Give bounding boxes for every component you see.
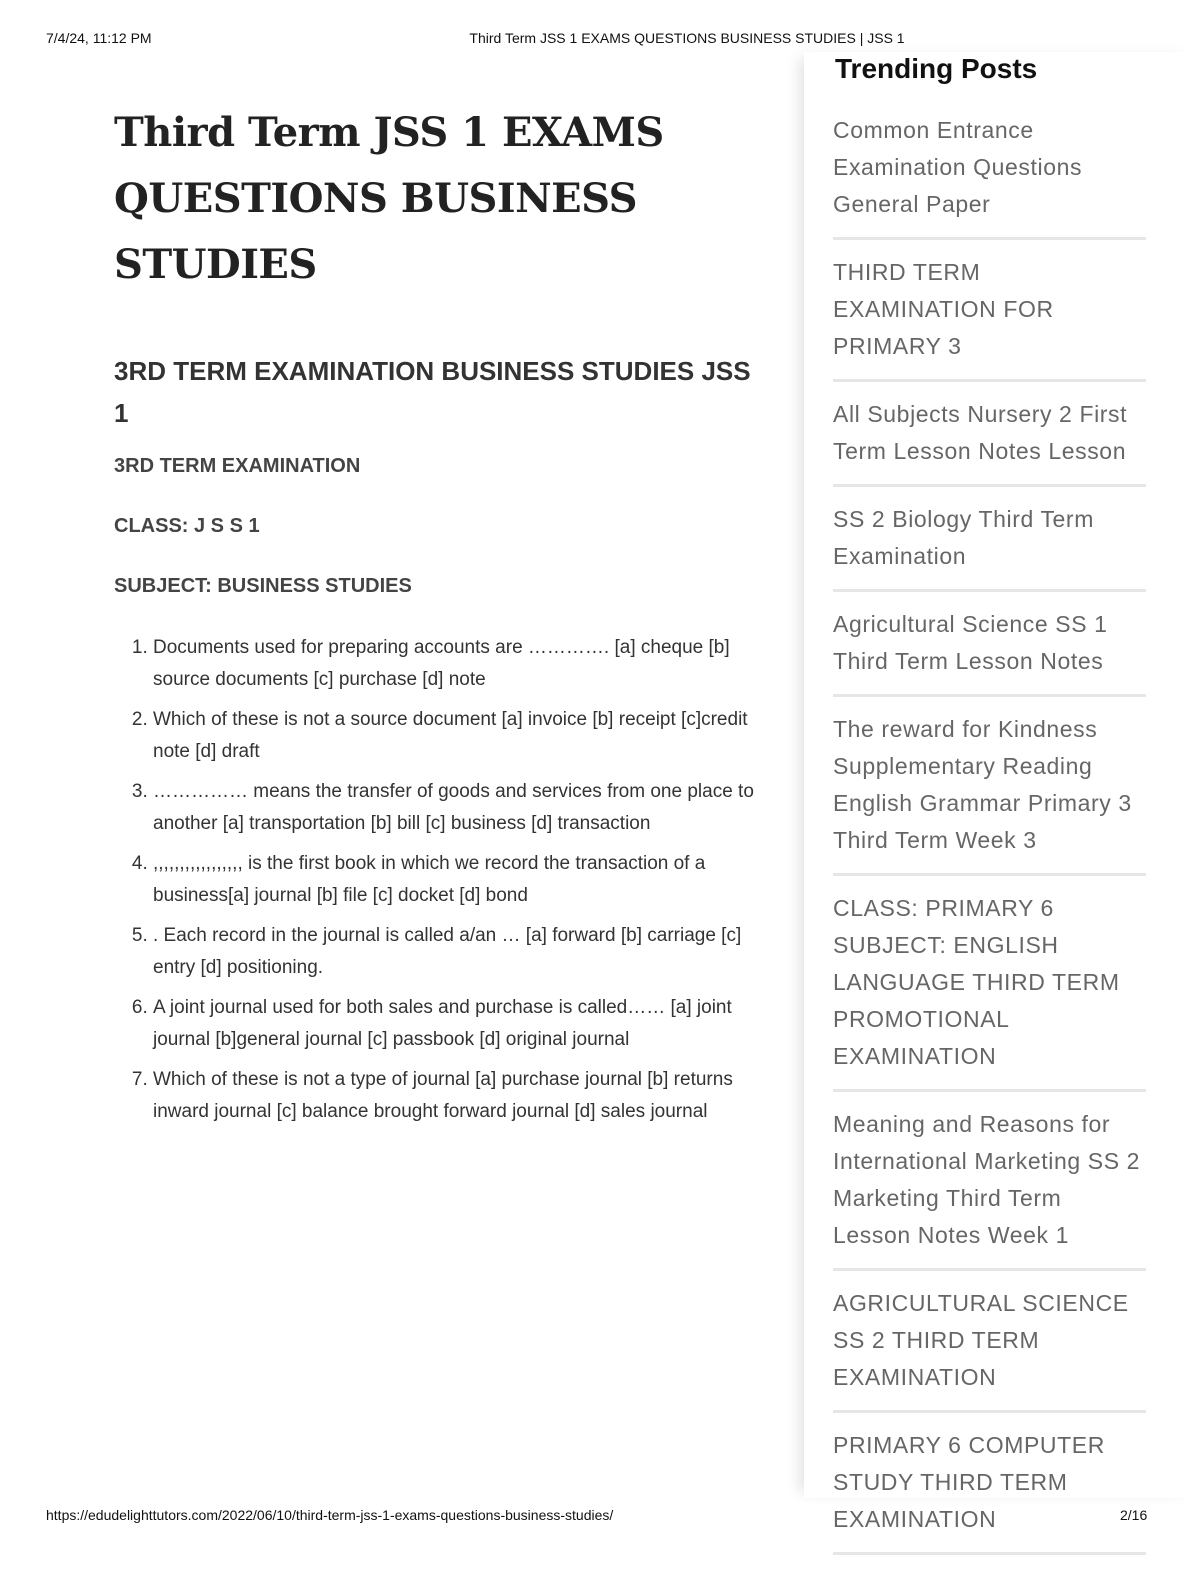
- trending-item: [833, 1106, 1146, 1271]
- trending-item: [833, 890, 1146, 1092]
- post-title: Third Term JSS 1 EXAMS QUESTIONS BUSINESS STUDIES: [114, 109, 664, 288]
- trending-item: [833, 1427, 1146, 1555]
- question-item: 3. …………… means the transfer of goods and services from one place to another [a] transportation [b] bill [c] business [d] transaction: [153, 776, 754, 840]
- question-item: 5. . Each record in the journal is called a/an … [a] forward [b] carriage [c] entry [d] positioning.: [153, 920, 754, 984]
- trending-link[interactable]: Agricultural Science SS 1 Third Term Lesson Notes: [833, 611, 1108, 674]
- question-list: [114, 632, 754, 1128]
- trending-link[interactable]: AGRICULTURAL SCIENCE SS 2 THIRD TERM EXAMINATION: [833, 1290, 1129, 1390]
- trending-list: [833, 112, 1146, 1569]
- page-number: 2/16: [1120, 1507, 1148, 1523]
- print-datetime: 7/4/24, 11:12 PM: [46, 30, 152, 46]
- trending-item: [833, 606, 1146, 697]
- trending-item: [833, 1285, 1146, 1413]
- class-label: CLASS: J S S 1: [114, 515, 260, 537]
- trending-link[interactable]: SS 2 Biology Third Term Examination: [833, 506, 1094, 569]
- trending-heading: Trending Posts: [835, 53, 1038, 84]
- trending-item: [833, 112, 1146, 240]
- trending-link[interactable]: All Subjects Nursery 2 First Term Lesson Notes Lesson: [833, 401, 1128, 464]
- article: [114, 100, 754, 1136]
- print-doc-title: Third Term JSS 1 EXAMS QUESTIONS BUSINESS STUDIES | JSS 1: [469, 30, 905, 46]
- section-heading: 3RD TERM EXAMINATION BUSINESS STUDIES JSS 1: [114, 356, 751, 428]
- subject-label: SUBJECT: BUSINESS STUDIES: [114, 575, 412, 597]
- trending-item: [833, 711, 1146, 876]
- trending-link[interactable]: Common Entrance Examination Questions General Paper: [833, 117, 1083, 217]
- trending-link[interactable]: The reward for Kindness Supplementary Reading English Grammar Primary 3 Third Term Week 3: [833, 716, 1132, 853]
- exam-label: 3RD TERM EXAMINATION: [114, 455, 361, 477]
- trending-item: [833, 501, 1146, 592]
- trending-link[interactable]: CLASS: PRIMARY 6 SUBJECT: ENGLISH LANGUAGE THIRD TERM PROMOTIONAL EXAMINATION: [833, 895, 1120, 1069]
- question-item: 2. Which of these is not a source document [a] invoice [b] receipt [c]credit note [d] draft: [153, 704, 754, 768]
- trending-item: [833, 396, 1146, 487]
- page-url: https://edudelighttutors.com/2022/06/10/third-term-jss-1-exams-questions-business-studies/: [46, 1507, 614, 1523]
- question-item: 6. A joint journal used for both sales and purchase is called…… [a] joint journal [b]general journal [c] passbook [d] original journal: [153, 992, 754, 1056]
- trending-link[interactable]: PRIMARY 6 COMPUTER STUDY THIRD TERM EXAMINATION: [833, 1432, 1105, 1532]
- question-item: 7. Which of these is not a type of journal [a] purchase journal [b] returns inward journal [c] balance brought forward journal [d] sales journal: [153, 1064, 754, 1128]
- trending-link[interactable]: THIRD TERM EXAMINATION FOR PRIMARY 3: [833, 259, 1054, 359]
- trending-link[interactable]: Meaning and Reasons for International Marketing SS 2 Marketing Third Term Lesson Notes Week 1: [833, 1111, 1141, 1248]
- question-item: 4. ,,,,,,,,,,,,,,,,, is the first book in which we record the transaction of a business[a] journal [b] file [c] docket [d] bond: [153, 848, 754, 912]
- question-item: 1. Documents used for preparing accounts are …………. [a] cheque [b] source documents [c] purchase [d] note: [153, 632, 754, 696]
- print-header: [0, 30, 1200, 50]
- trending-item: [833, 254, 1146, 382]
